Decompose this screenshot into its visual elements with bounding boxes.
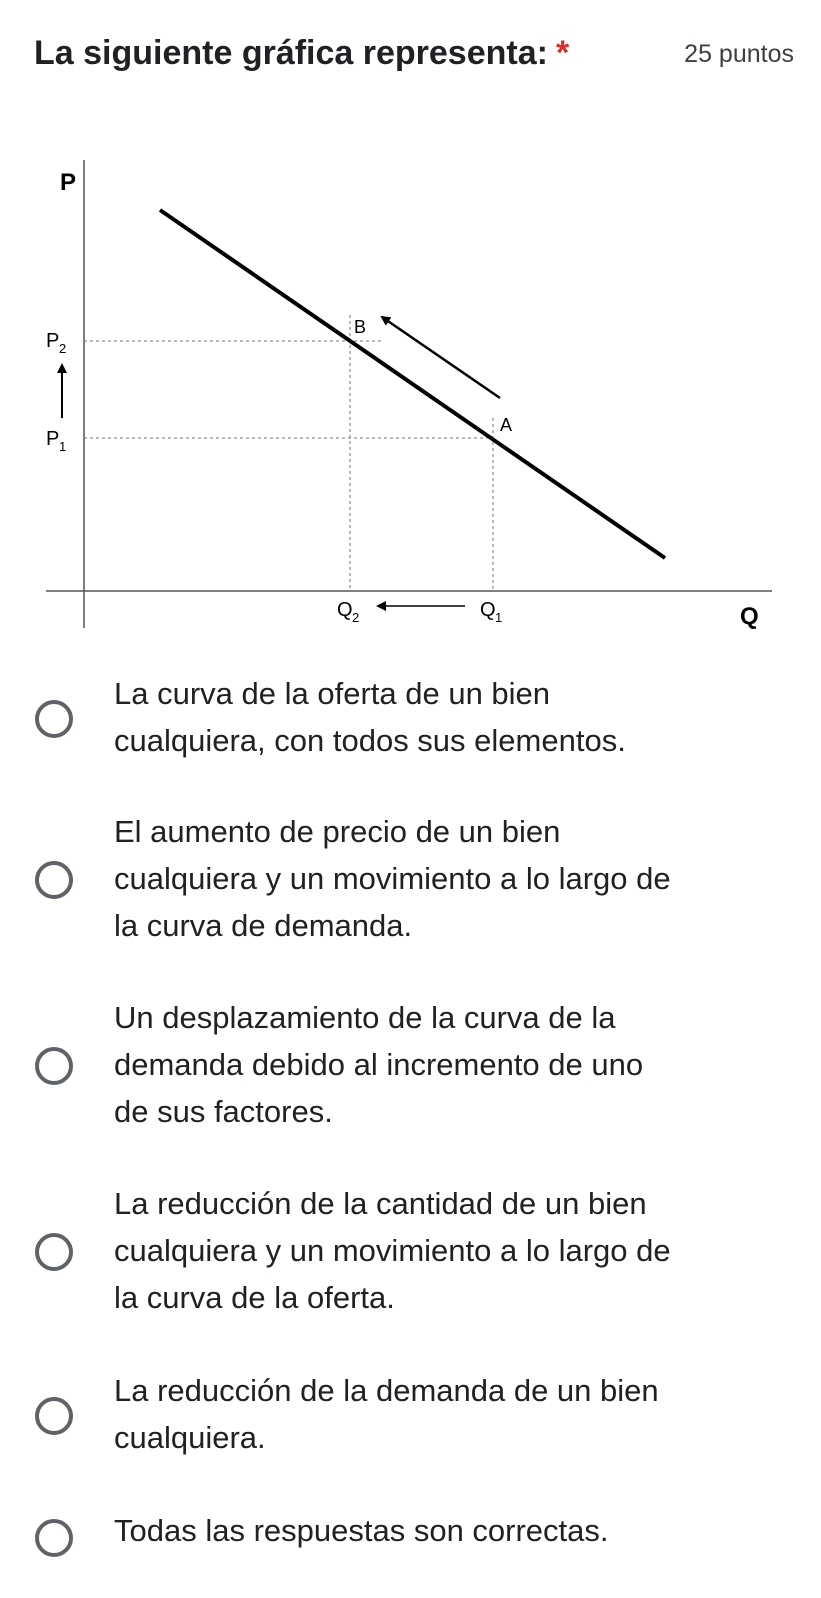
q2-subscript: 2 (352, 610, 360, 625)
q1-subscript: 1 (495, 610, 503, 625)
graph-svg (0, 150, 821, 650)
question-title (34, 34, 569, 73)
option-1-label: La curva de la oferta de un bien cualquiera, con todos sus elementos. (114, 676, 626, 758)
option-4-label: La reducción de la cantidad de un bien cualquiera y un movimiento a lo largo de la curva de la oferta. (114, 1186, 671, 1315)
movement-arrow (382, 317, 500, 398)
option-6-radio[interactable] (35, 1519, 73, 1557)
point-a-label: A (500, 415, 513, 435)
p2-label: P (46, 330, 60, 352)
required-marker: * (555, 34, 570, 72)
axis-q-label: Q (740, 603, 759, 630)
p1-subscript: 1 (59, 439, 67, 454)
demand-curve (160, 210, 665, 558)
option-5-radio[interactable] (35, 1397, 73, 1435)
option-2-radio[interactable] (35, 861, 73, 899)
option-6-label: Todas las respuestas son correctas. (114, 1513, 609, 1548)
points-label: 25 puntos (684, 40, 794, 68)
option-2-label: El aumento de precio de un bien cualquiera y un movimiento a lo largo de la curva de demanda. (114, 814, 671, 943)
option-4-radio[interactable] (35, 1233, 73, 1271)
q1-label: Q (480, 599, 496, 621)
option-1-radio[interactable] (35, 700, 73, 738)
question-title-text: La siguiente gráfica representa: (34, 34, 548, 72)
p1-label: P (46, 428, 60, 450)
axis-p-label: P (60, 169, 77, 196)
option-3-radio[interactable] (35, 1047, 73, 1085)
question-header (34, 34, 794, 84)
q2-label: Q (337, 599, 353, 621)
option-3-label: Un desplazamiento de la curva de la demanda debido al incremento de uno de sus factores. (114, 1000, 644, 1129)
demand-graph (0, 150, 821, 650)
point-b-label: B (354, 317, 367, 337)
option-5-label: La reducción de la demanda de un bien cualquiera. (114, 1373, 659, 1455)
p2-subscript: 2 (59, 341, 67, 356)
